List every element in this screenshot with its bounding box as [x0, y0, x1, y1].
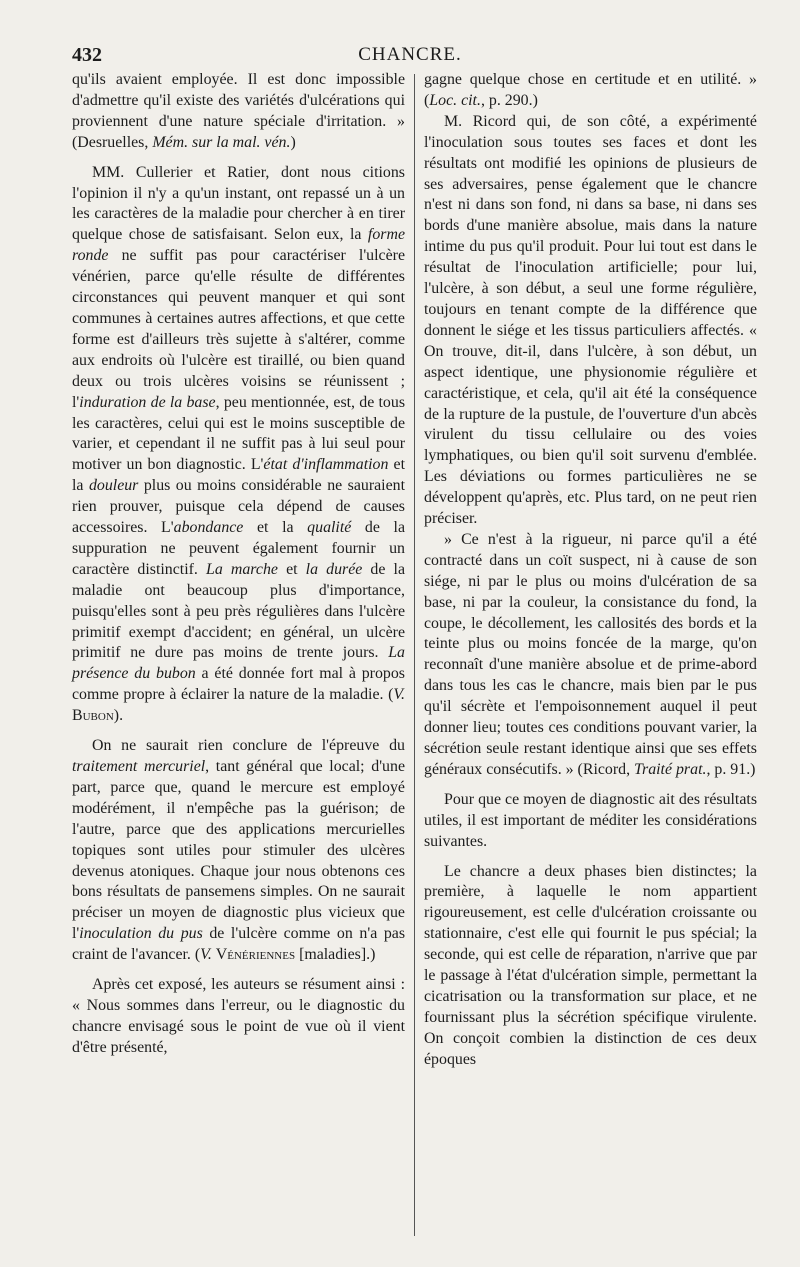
- left-column: [72, 70, 405, 1059]
- paragraph: Pour que ce moyen de diagnostic ait des résultats utiles, il est important de méditer les considérations suivantes.: [424, 790, 757, 850]
- paragraph: Après cet exposé, les auteurs se résument ainsi : « Nous sommes dans l'erreur, ou le diagnostic du chancre envisagé sous le point de vue où il vient d'être présenté,: [72, 976, 405, 1056]
- running-title: CHANCRE.: [358, 44, 462, 65]
- paragraph: qu'ils avaient employée. Il est donc impossible d'admettre qu'il existe des variétés d'ulcérations qui proviennent d'une nature spéciale d'irritation. » (Desruelles, Mém. sur la mal. vén.): [72, 71, 405, 151]
- paragraph: gagne quelque chose en certitude et en utilité. » (Loc. cit., p. 290.): [424, 71, 757, 109]
- paragraph: » Ce n'est à la rigueur, ni parce qu'il a été contracté dans un coït suspect, ni à cause de son siége, ni par le plus ou moins d'ulcération de sa base, ni par la couleur, la consistance du fond, la coupe, le décollement, les callosités des bords et la teinte plus ou moins foncée de la marge, qu'on reconnaît d'une manière absolue et de prime-abord dans tous les cas le chancre, mais bien par le pus qu'il sécrète et l'empoisonnement auquel il peut donner lieu; toutes ces conditions pouvant varier, la sécrétion seule restant identique ainsi que ses effets généraux consécutifs. » (Ricord, Traité prat., p. 91.): [424, 530, 757, 778]
- paragraph: M. Ricord qui, de son côté, a expérimenté l'inoculation sous toutes ses faces et dont les résultats ont modifié les opinions de plusieurs de ses adversaires, pense également que le chancre n'est ni dans son fond, ni dans sa base, ni dans ses bords d'une manière absolue, mais dans la nature intime du pus qu'il produit. Pour lui tout est dans le résultat de l'inoculation artificielle; pour lui, l'ulcère, à son début, a seul une forme régulière, toujours en tenant compte de la différence que donnent le siége et les tissus particuliers affectés. « On trouve, dit-il, dans l'ulcère, à son début, un aspect identique, une physionomie régulière et caractéristique, et cela, qu'il ait été la conséquence de la rupture de la pustule, de l'ouverture d'un abcès virulent du tissu cellulaire ou des voies lymphatiques, ou bien qu'il soit survenu d'emblée. Les déviations ou formes particulières ne se développent qu'après, etc. Plus tard, on ne peut rien préciser.: [424, 112, 757, 528]
- paragraph: Le chancre a deux phases bien distinctes; la première, à laquelle le nom appartient rigoureusement, est celle d'ulcération croissante ou stationnaire, c'est elle qui fournit le pus spécial; la seconde, qui est celle de réparation, n'arrive que par le passage à l'état d'ulcération simple, permettant la cicatrisation ou la transformation sur place, et ne fournissant plus la sécrétion spécifique virulente. On conçoit combien la distinction de ces deux époques: [424, 862, 757, 1068]
- page-header: [68, 42, 752, 70]
- right-column: [424, 70, 757, 1071]
- paragraph: MM. Cullerier et Ratier, dont nous citions l'opinion il n'y a qu'un instant, ont repassé un à un les caractères de la maladie pour chercher à en tirer quelque chose de satisfaisant. Selon eux, la forme ronde ne suffit pas pour caractériser l'ulcère vénérien, parce qu'elle résulte de différentes circonstances qui peuvent manquer et qui sont communes à certaines autres affections, et que cette forme est d'ailleurs très sujette à s'altérer, comme aux endroits où l'ulcère est tiraillé, ou bien quand deux ou trois ulcères voisins se réunissent ; l'induration de la base, peu mentionnée, est, de tous les caractères, celui qui est le moins susceptible de varier, et cependant il ne suffit pas à lui seul pour motiver un bon diagnostic. L'état d'inflammation et la douleur plus ou moins considérable ne sauraient rien prouver, puisque cela dépend de causes accessoires. L'abondance et la qualité de la suppuration ne peuvent également fournir un caractère distinctif. La marche et la durée de la maladie ont beaucoup plus d'importance, puisqu'elles sont à peu près régulières dans l'ulcère primitif exempt d'accident; en général, un ulcère primitif ne dure pas moins de trente jours. La présence du bubon a été donnée fort mal à propos comme propre à éclairer la nature de la maladie. (V. Bubon).: [72, 163, 406, 725]
- page-number: 432: [72, 44, 102, 66]
- paragraph: On ne saurait rien conclure de l'épreuve du traitement mercuriel, tant général que local; d'une part, parce que, quand le mercure est employé modérément, il n'empêche pas la guérison; de l'autre, parce que des applications mercurielles topiques sont utiles pour stimuler des ulcères devenus atoniques. Chaque jour nous obtenons ces bons résultats de pansemens simples. On ne saurait préciser un moyen de diagnostic plus vicieux que l'inoculation du pus de l'ulcère comme on n'a pas craint de l'avancer. (V. Vénériennes [maladies].): [72, 737, 405, 964]
- text-columns: [72, 70, 762, 1240]
- column-divider: [414, 74, 415, 1236]
